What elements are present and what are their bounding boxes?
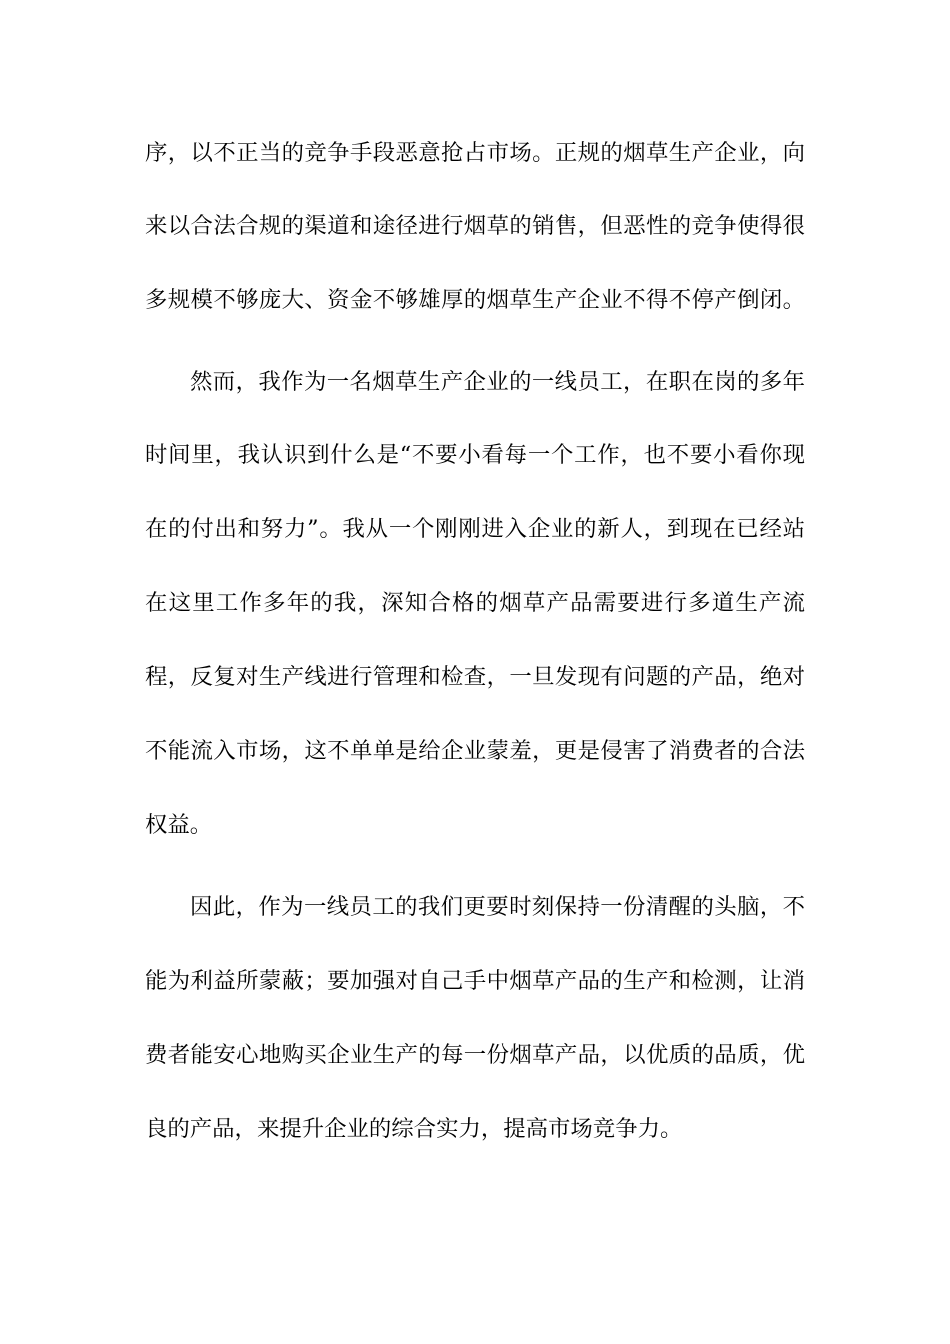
text-line: 能为利益所蒙蔽；要加强对自己手中烟草产品的生产和检测，让消 (145, 968, 805, 994)
text-line: 不能流入市场，这不单单是给企业蒙羞，更是侵害了消费者的合法 (145, 738, 805, 764)
text-line: 多规模不够庞大、资金不够雄厚的烟草生产企业不得不停产倒闭。 (145, 287, 805, 313)
paragraph-last-line: 权益。 (145, 812, 213, 838)
paragraph-last-line: 良的产品，来提升企业的综合实力，提高市场竞争力。 (145, 1116, 683, 1142)
text-line: 时间里，我认识到什么是“不要小看每一个工作，也不要小看你现 (145, 442, 805, 468)
text-line: 在这里工作多年的我，深知合格的烟草产品需要进行多道生产流 (145, 590, 805, 616)
text-line: 序，以不正当的竞争手段恶意抢占市场。正规的烟草生产企业，向 (145, 140, 805, 166)
paragraph-first-line: 然而，我作为一名烟草生产企业的一线员工，在职在岗的多年 (190, 369, 805, 395)
text-line: 程，反复对生产线进行管理和检查，一旦发现有问题的产品，绝对 (145, 664, 805, 690)
text-line: 费者能安心地购买企业生产的每一份烟草产品，以优质的品质，优 (145, 1042, 805, 1068)
text-line: 在的付出和努力”。我从一个刚刚进入企业的新人，到现在已经站 (145, 516, 805, 542)
text-line: 来以合法合规的渠道和途径进行烟草的销售，但恶性的竞争使得很 (145, 213, 805, 239)
paragraph-first-line: 因此，作为一线员工的我们更要时刻保持一份清醒的头脑，不 (190, 894, 805, 920)
